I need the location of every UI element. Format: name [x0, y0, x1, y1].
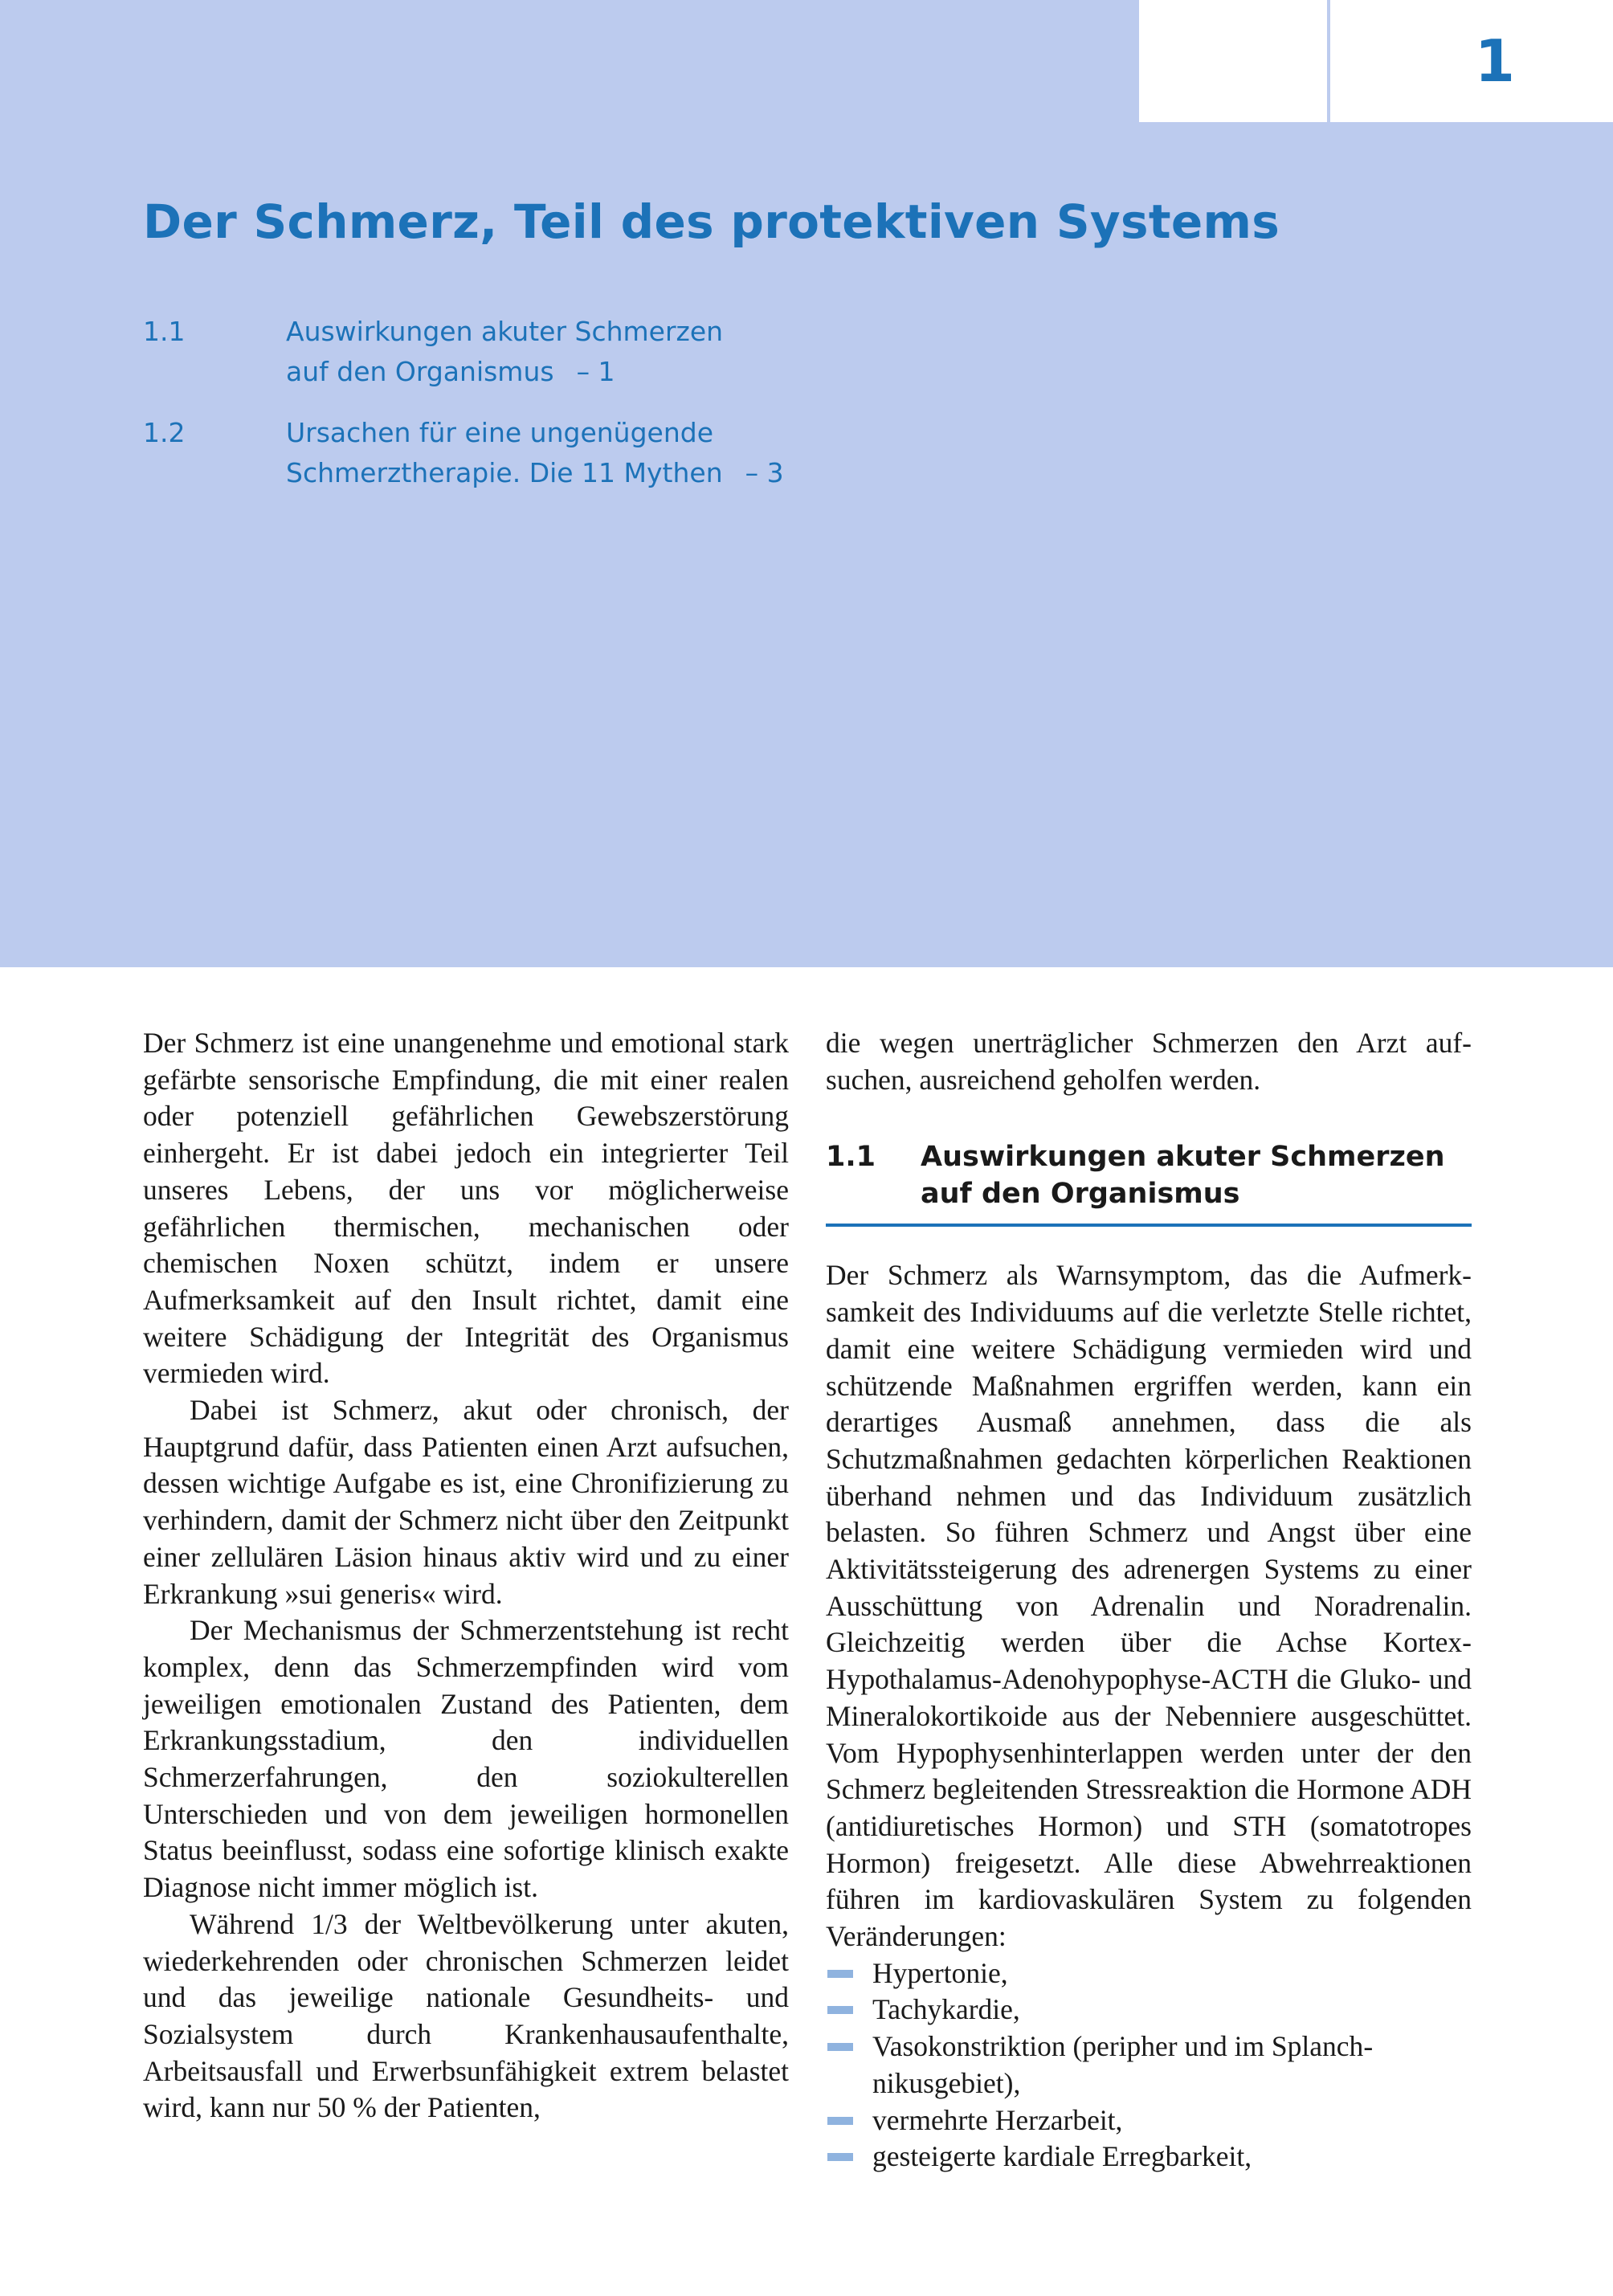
- toc-entry-number: 1.2: [143, 417, 186, 448]
- bullet-marker-icon: [827, 2043, 853, 2051]
- body-paragraph: Der Schmerz ist eine unangenehme und emotional stark gefärbte sensorische Empfindung, die mit einer realen oder potenziell gefährlichen Gewebszerstörung einhergeht. Er ist dabei jedoch ein integrierter Teil unseres Lebens, der uns vor möglicherweise gefährlichen thermischen, mechanischen oder chemischen Noxen schützt, indem er unsere Aufmerksamkeit auf den Insult richtet, damit eine weitere Schädigung der Integrität des Organismus vermieden wird.: [143, 1027, 789, 1390]
- bullet-marker-icon: [827, 2006, 853, 2014]
- bullet-marker-icon: [827, 2153, 853, 2161]
- list-item: [826, 1955, 1472, 1992]
- section-title-line: Auswirkungen akuter Schmerzen: [921, 1141, 1445, 1174]
- body-paragraph-continuation: die wegen unerträglicher Schmerzen den Arzt aufsuchen, ausreichend geholfen werden.: [826, 1027, 1472, 1096]
- list-item-text: Vasokonstriktion (peripher und im Splanchnikusgebiet),: [872, 2030, 1374, 2099]
- body-paragraph: Dabei ist Schmerz, akut oder chronisch, der Hauptgrund dafür, dass Patienten einen Arzt aufsuchen, dessen wichtige Aufgabe es ist, eine Chronifizierung zu verhindern, damit der Schmerz nicht über den Zeitpunkt einer zellulären Läsion hinaus aktiv wird und zu einer Erkrankung »sui generis« wird.: [143, 1394, 789, 1610]
- table-of-contents: [143, 312, 784, 514]
- list-item-text: vermehrte Herzarbeit,: [872, 2103, 1123, 2136]
- chapter-number: 1: [1474, 27, 1515, 95]
- toc-entry-title-line: Ursachen für eine ungenügende: [286, 417, 713, 448]
- list-item-text: Hypertonie,: [872, 1956, 1008, 1989]
- list-item-text: Tachykardie,: [872, 1993, 1020, 2026]
- toc-entry-page: – 3: [745, 457, 784, 488]
- body-paragraph: Während 1/3 der Weltbevölkerung unter akuten, wiederkehrenden oder chronischen Schmerzen leidet und das jeweilige nationale Gesundheits- und Sozialsystem durch Krankenhausaufenthalte, Arbeitsausfall und Erwerbsunfähigkeit extrem belastet wird, kann nur 50 % der Patienten,: [143, 1907, 789, 2124]
- chapter-number-box: [1330, 0, 1613, 122]
- list-item: [826, 2028, 1472, 2102]
- toc-entry-title-line: Schmerztherapie. Die 11 Mythen: [286, 457, 723, 488]
- toc-entry-number: 1.1: [143, 316, 186, 347]
- toc-entry-title: [286, 312, 723, 392]
- bullet-marker-icon: [827, 1970, 853, 1978]
- toc-entry[interactable]: [143, 312, 784, 392]
- chapter-tab-box: [1139, 0, 1327, 122]
- toc-entry-title: [286, 413, 784, 493]
- list-item: [826, 1992, 1472, 2028]
- right-text-column: [826, 1025, 1472, 2175]
- toc-entry-title-line: Auswirkungen akuter Schmerzen: [286, 316, 724, 347]
- body-paragraph: Der Schmerz als Warnsymptom, das die Aufmerksamkeit des Individuums auf die verletzte Stelle richtet, damit eine weitere Schädigung vermieden wird und schützende Maßnahmen ergriffen werden, kann ein derartiges Ausmaß annehmen, dass die als Schutzmaßnahmen gedachten körperlichen Reaktionen überhand nehmen und das Individuum zusätzlich belasten. So führen Schmerz und Angst über eine Aktivitätssteigerung des adrenergen Systems zu einer Ausschüttung von Adrenalin und Noradrenalin. Gleichzeitig werden über die Achse Kortex-Hypothalamus-Adenohypophyse-ACTH die Gluko- und Mineralokortikoide aus der Nebenniere ausgeschüttet. Vom Hypophysenhinterlappen werden unter der den Schmerz begleitenden Stressreaktion die Hormone ADH (antidiuretisches Hormon) und STH (somatotropes Hormon) freigesetzt. Alle diese Abwehrreaktionen führen im kardiovaskulären System zu folgenden Veränderungen:: [826, 1259, 1472, 1953]
- section-number: 1.1: [826, 1141, 876, 1174]
- section-title: [921, 1138, 1445, 1212]
- section-heading: [826, 1138, 1472, 1227]
- toc-entry[interactable]: [143, 413, 784, 493]
- list-item-text: gesteigerte kardiale Erregbarkeit,: [872, 2140, 1252, 2173]
- chapter-title: Der Schmerz, Teil des protektiven Systems: [143, 194, 1280, 249]
- list-item: [826, 2102, 1472, 2139]
- toc-entry-title-line: auf den Organismus: [286, 356, 554, 387]
- bullet-marker-icon: [827, 2117, 853, 2125]
- body-paragraph: Der Mechanismus der Schmerzentstehung ist recht komplex, denn das Schmerzempfinden wird vom jeweiligen emotionalen Zustand des Patienten, dem Erkrankungsstadium, den individuellen Schmerzerfahrungen, den soziokulterellen Unterschieden und von dem jeweiligen hormonellen Status beeinflusst, sodass eine sofortige klinisch exakte Diagnose nicht immer möglich ist.: [143, 1614, 789, 1904]
- section-title-line: auf den Organismus: [921, 1178, 1240, 1211]
- left-text-column: [143, 1025, 789, 2126]
- list-item: [826, 2139, 1472, 2175]
- toc-entry-page: – 1: [576, 356, 615, 387]
- bullet-list: [826, 1955, 1472, 2175]
